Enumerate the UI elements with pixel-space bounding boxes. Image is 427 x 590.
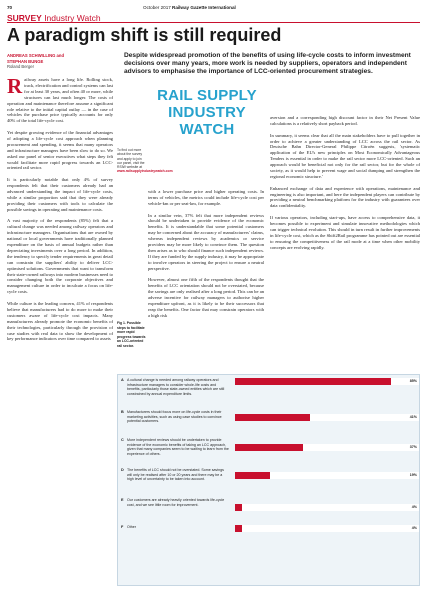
chart-bar-track — [235, 525, 419, 532]
promo-link[interactable]: www.railsupplyindustrywatch.com — [117, 169, 173, 174]
chart-bar — [235, 378, 391, 385]
chart-category-letter: B — [121, 410, 124, 414]
chart-category-letter: C — [121, 438, 124, 442]
chart-value-label: 19% — [409, 473, 417, 477]
body-column-1 — [7, 74, 113, 342]
chart-value-label: 4% — [411, 526, 417, 530]
section-header — [7, 13, 420, 23]
body-column-3 — [270, 115, 420, 251]
body-paragraph: It is particularly notable that only 4% of survey respondents felt that their customers already had an advanced understanding the impact of life-cycle costs, while a similar proportion said that they were already providing their customers with tools to calculate the possible savings in operating and maintenance costs. — [7, 177, 113, 212]
survey-promo — [117, 148, 173, 174]
section-sub: Industry Watch — [44, 13, 101, 23]
body-paragraph: Railway assets have a long life. Rolling stock, track, electrification and control systems can last for at least 30 years, and often 40 or more, while structures can last much longer. The costs of operation and maintenance therefore assume a significant role relative to the initial capital outlay — in the case of vehicles the purchase price typically accounts for only 40% of the total life-cycle cost. — [7, 74, 113, 124]
body-paragraph: In a similar vein, 37% felt that more independent reviews should be undertaken to provide evidence of the economic benefits. It is understandable that some potential customers may be concerned about the accuracy of manufacturers' claims, whereas independent reviews by academics or service providers may be more likely to convince them. The question then arises as to who should finance such independent reviews. If they are funded by the supply industry, it may be appropriate to involve operators in steering the project to ensure a neutral perspective. — [148, 212, 264, 271]
chart-bar — [235, 444, 303, 451]
chart-category-label: More independent reviews should be undertaken to provide evidence of the economic benefits of taking an LCC approach, given that many companies seem to be waiting to learn from the experience of others. — [127, 438, 229, 456]
body-paragraph: While culture is the leading concern, 41% of respondents believe that manufacturers had to do more to make their customers aware of life-cycle cost impacts. Many manufacturers already promote the economic benefits of their technologies, particularly through the provision of case studies with real data to show the development of key performance indicators over time compared to assets — [7, 301, 113, 342]
chart-bar — [235, 525, 242, 532]
chart-category-label: The benefits of LCC should not be overstated. Some savings will only be realised after 10 or 20 years and there may be a high level of uncertainty to be taken into account. — [127, 468, 224, 482]
issue-date: October 2017 — [143, 5, 171, 10]
body-paragraph: In summary, it seems clear that all the main stakeholders have to pull together in order to achieve a greater understanding of LCC across the rail sector. As Deutsche Bahn Director-General Philippe Citroën suggests, 'systematic application of the EU's new principles on Most Economically Advantageous Tenders is essential in order to make the rail sector more LCC-oriented. Such an approach would be beneficial not only for the rail sector, but for the whole of society, as it would help to prevent wage and social dumping and strengthen the regional economic structure.' — [270, 132, 420, 179]
body-paragraph: If various operators, including start-ups, have access to comprehensive data, it becomes possible to experiment and simulate innovative methodologies which can trigger technical evolution. This should in turn result in further improvements in life-cycle cost, which as the Shift2Rail programme has pointed out are essential to ensuring the competitiveness of the rail mode at a time when other mobility concepts are evolving rapidly. — [270, 215, 420, 250]
body-column-2 — [148, 189, 264, 319]
body-paragraph: aversion and a corresponding high discount factor in their Net Present Value calculations is a relatively short payback period. — [270, 115, 420, 126]
chart-value-label: 37% — [409, 445, 417, 449]
chart-category-letter: F — [121, 525, 124, 529]
chart-bar-track — [235, 472, 419, 479]
page-number: 70 — [7, 5, 13, 10]
chart-bar-track — [235, 414, 419, 421]
chart-bar-track — [235, 444, 419, 451]
drop-cap: R — [7, 74, 23, 98]
body-paragraph: However, almost one fifth of the respondents thought that the benefits of LCC orientation should not be overstated, because the savings are only realised after a long period. This can be an adverse incentive for railway managers to authorise higher expenditure upfront, as it is likely to be their successors that reap the benefits. One factor that may constrain operators with a high risk — [148, 277, 264, 318]
page-header — [7, 3, 420, 12]
chart-bar-track — [235, 378, 419, 385]
chart-bar-track — [235, 504, 419, 511]
chart-category-label: Other — [127, 525, 136, 529]
author-company: Roland Berger — [7, 64, 35, 70]
chart-bar — [235, 472, 270, 479]
body-paragraph: A vast majority of the respondents (85%) felt that a cultural change was needed among railway operators and infrastructure managers. Organisations that are owned by national or local governments have traditionally planned expenditure on the basis of annual budgets rather than depreciating investments over a long period. In addition, the tendency to specify tender requirements in great detail can constrain the suppliers' ability to deliver LCC-optimised solutions. Governments that want to transform their state-owned railways into modern businesses need to consider changing both the corporate objectives and management culture in order to inculcate a focus on life-cycle costs. — [7, 218, 113, 295]
chart-category-label: Manufacturers should focus more on life-cycle costs in their marketing activities, such as using case studies to convince potential customers. — [127, 410, 222, 424]
body-paragraph: Yet despite growing evidence of the financial advantages of adopting a life-cycle cost approach when planning procurement and spending, it seems that many operators and infrastructure managers have been slow to do so. We asked our panel of senior executives what steps they felt would facilitate more rapid progress towards an LCC-oriented rail sector. — [7, 130, 113, 171]
body-paragraph: with a lower purchase price and higher operating costs. In terms of vehicles, the metrics could include life-cycle cost per vehicle-km or per seat-km, for example. — [148, 189, 264, 206]
body-paragraph: Enhanced exchange of data and experience with operations, maintenance and engineering is also important, and here the independent players can contribute by providing a neutral benchmarking platform for the industry with guarantees over data confidentiality. — [270, 185, 420, 209]
chart-category-label: Our customers are already heavily oriented towards life-cycle cost, and we see little room for improvement. — [127, 498, 225, 507]
chart-category-letter: A — [121, 378, 124, 382]
chart-bar — [235, 504, 242, 511]
standfirst: Despite widespread promotion of the benefits of using life-cycle costs to inform investment decisions over many years, more work is needed by suppliers, operators and independent advisors to emphasise the importance of LCC-oriented procurement strategies. — [124, 52, 411, 76]
byline — [7, 53, 117, 70]
chart-bar — [235, 414, 310, 421]
rail-supply-industry-watch-logo — [148, 87, 266, 138]
author-line-2: STEPHAN BUNGE — [7, 58, 44, 64]
chart-value-label: 4% — [411, 505, 417, 509]
logo-line-1: RAIL SUPPLY — [157, 87, 257, 104]
figure-caption: Fig 1. Possible steps to facilitate more rapid progress towards an LCC-oriented rail sector. — [117, 321, 146, 348]
author-line-1: ANDREAS SCHWILLING and — [7, 53, 64, 58]
chart-value-label: 85% — [409, 379, 417, 383]
chart-value-label: 41% — [409, 415, 417, 419]
chart-category-label: A cultural change is needed among railway operators and infrastructure managers to consider whole-life costs and benefits, particularly those state-owned entities which are still constrained by annual expenditure limits. — [127, 378, 225, 396]
chart-category-letter: D — [121, 468, 124, 472]
promo-text: To find out more about the survey and apply to join our panel, visit the RSIW website at — [117, 148, 145, 170]
magazine-name: Railway Gazette International — [172, 5, 236, 10]
chart-category-letter: E — [121, 498, 124, 502]
article-title: A paradigm shift is still required — [7, 25, 282, 45]
section-label: SURVEY — [7, 13, 42, 23]
survey-bar-chart — [117, 374, 420, 586]
logo-line-2: INDUSTRY WATCH — [168, 104, 246, 138]
